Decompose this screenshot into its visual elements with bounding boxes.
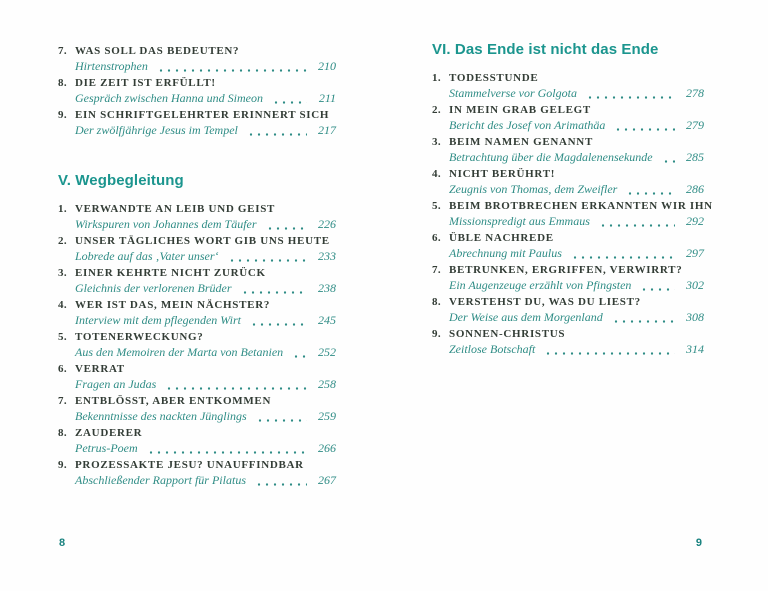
entry-title: VERRAT — [75, 363, 125, 375]
toc-entry — [58, 108, 336, 138]
entry-subtitle: Petrus-Poem — [75, 441, 138, 455]
entry-subtitle: Gleichnis der verlorenen Brüder — [75, 281, 232, 295]
entry-title-row — [432, 231, 704, 246]
entry-number: 8. — [58, 77, 68, 89]
entry-title-row — [58, 298, 336, 313]
entry-page-number: 217 — [318, 123, 336, 137]
toc-entry — [58, 298, 336, 328]
entry-title: TODESSTUNDE — [449, 72, 539, 84]
entry-subtitle: Bericht des Josef von Arimathäa — [449, 118, 606, 132]
entry-number: 3. — [432, 136, 442, 148]
entry-number: 7. — [58, 45, 68, 57]
dot-leader — [640, 282, 675, 291]
entry-number: 2. — [432, 104, 442, 116]
dot-leader — [614, 122, 675, 131]
toc-list-section-iv-continued — [58, 44, 336, 138]
entry-number: 3. — [58, 267, 68, 279]
entry-title-row — [58, 76, 336, 91]
entry-subtitle-row — [75, 217, 336, 232]
entry-title: BEIM BROTBRECHEN ERKANNTEN WIR IHN — [449, 200, 713, 212]
section-heading-vi: VI. Das Ende ist nicht das Ende — [432, 41, 659, 58]
toc-entry — [432, 135, 704, 165]
entry-page-number: 308 — [686, 310, 704, 324]
entry-page-number: 314 — [686, 342, 704, 356]
entry-number: 7. — [432, 264, 442, 276]
dot-leader — [544, 346, 675, 355]
entry-subtitle-row — [449, 278, 704, 293]
right-page — [432, 41, 713, 359]
entry-page-number: 210 — [318, 59, 336, 73]
dot-leader — [612, 314, 675, 323]
dot-leader — [228, 253, 307, 262]
entry-number: 9. — [432, 328, 442, 340]
entry-number: 4. — [432, 168, 442, 180]
dot-leader — [626, 186, 675, 195]
entry-page-number: 266 — [318, 441, 336, 455]
entry-subtitle: Wirkspuren von Johannes dem Täufer — [75, 217, 257, 231]
dot-leader — [662, 154, 675, 163]
entry-number: 4. — [58, 299, 68, 311]
entry-title-row — [58, 394, 336, 409]
entry-subtitle: Betrachtung über die Magdalenensekunde — [449, 150, 653, 164]
entry-title-row — [58, 44, 336, 59]
entry-subtitle-row — [449, 118, 704, 133]
entry-number: 8. — [58, 427, 68, 439]
entry-subtitle-row — [75, 91, 336, 106]
entry-title-row — [58, 362, 336, 377]
entry-subtitle-row — [449, 150, 704, 165]
entry-subtitle: Ein Augenzeuge erzählt von Pfingsten — [449, 278, 632, 292]
entry-subtitle: Zeitlose Botschaft — [449, 342, 536, 356]
entry-number: 8. — [432, 296, 442, 308]
entry-subtitle: Interview mit dem pflegenden Wirt — [75, 313, 241, 327]
entry-title: ENTBLÖSST, ABER ENTKOMMEN — [75, 395, 272, 407]
entry-title: EIN SCHRIFTGELEHRTER ERINNERT SICH — [75, 109, 330, 121]
entry-title: NICHT BERÜHRT! — [449, 168, 556, 180]
dot-leader — [292, 349, 307, 358]
page-number-left: 8 — [59, 537, 66, 549]
entry-subtitle-row — [449, 246, 704, 261]
entry-subtitle-row — [75, 377, 336, 392]
toc-entry — [58, 458, 336, 488]
toc-entry — [58, 266, 336, 296]
entry-title: WAS SOLL DAS BEDEUTEN? — [75, 45, 240, 57]
entry-number: 1. — [432, 72, 442, 84]
entry-title-row — [432, 71, 704, 86]
toc-entry — [432, 295, 704, 325]
entry-subtitle: Der Weise aus dem Morgenland — [449, 310, 603, 324]
entry-page-number: 211 — [318, 91, 336, 105]
entry-title-row — [58, 458, 336, 473]
entry-page-number: 245 — [318, 313, 336, 327]
entry-title-row — [432, 135, 704, 150]
entry-subtitle-row — [449, 310, 704, 325]
entry-title: UNSER TÄGLICHES WORT GIB UNS HEUTE — [75, 235, 330, 247]
entry-subtitle: Missionspredigt aus Emmaus — [449, 214, 590, 228]
toc-entry — [58, 362, 336, 392]
dot-leader — [599, 218, 675, 227]
entry-number: 9. — [58, 459, 68, 471]
entry-title: BEIM NAMEN GENANNT — [449, 136, 593, 148]
entry-title: PROZESSAKTE JESU? UNAUFFINDBAR — [75, 459, 304, 471]
entry-title: IN MEIN GRAB GELEGT — [449, 104, 591, 116]
entry-subtitle-row — [75, 473, 336, 488]
entry-number: 5. — [432, 200, 442, 212]
entry-subtitle: Gespräch zwischen Hanna und Simeon — [75, 91, 263, 105]
entry-title-row — [58, 108, 336, 123]
entry-page-number: 252 — [318, 345, 336, 359]
entry-subtitle-row — [75, 409, 336, 424]
entry-page-number: 259 — [318, 409, 336, 423]
left-page — [58, 44, 336, 490]
entry-number: 9. — [58, 109, 68, 121]
entry-page-number: 258 — [318, 377, 336, 391]
entry-title-row — [432, 327, 704, 342]
dot-leader — [266, 221, 307, 230]
entry-subtitle-row — [449, 214, 704, 229]
page-number-right: 9 — [695, 537, 702, 549]
entry-title: DIE ZEIT IST ERFÜLLT! — [75, 77, 216, 89]
entry-subtitle: Abschließender Rapport für Pilatus — [75, 473, 246, 487]
toc-entry — [58, 44, 336, 74]
entry-page-number: 279 — [686, 118, 704, 132]
entry-subtitle: Aus den Memoiren der Marta von Betanien — [75, 345, 284, 359]
toc-entry — [58, 202, 336, 232]
entry-subtitle-row — [449, 86, 704, 101]
dot-leader — [147, 445, 307, 454]
entry-title-row — [432, 199, 713, 214]
entry-subtitle-row — [75, 59, 336, 74]
entry-title: VERSTEHST DU, WAS DU LIEST? — [449, 296, 641, 308]
entry-title: SONNEN-CHRISTUS — [449, 328, 566, 340]
entry-subtitle: Abrechnung mit Paulus — [449, 246, 562, 260]
toc-entry — [432, 327, 704, 357]
entry-page-number: 286 — [686, 182, 704, 196]
toc-entry — [58, 394, 336, 424]
toc-entry — [58, 76, 336, 106]
entry-title: BETRUNKEN, ERGRIFFEN, VERWIRRT? — [449, 264, 683, 276]
entry-title-row — [432, 263, 704, 278]
toc-entry — [432, 71, 704, 101]
toc-list-section-vi — [432, 71, 713, 357]
toc-list-section-v — [58, 202, 336, 488]
entry-title-row — [432, 295, 704, 310]
dot-leader — [586, 90, 675, 99]
toc-entry — [432, 199, 713, 229]
entry-page-number: 267 — [318, 473, 336, 487]
toc-entry — [432, 103, 704, 133]
toc-entry — [58, 426, 336, 456]
entry-subtitle-row — [75, 313, 336, 328]
entry-subtitle: Stammelverse vor Golgota — [449, 86, 577, 100]
entry-page-number: 285 — [686, 150, 704, 164]
dot-leader — [272, 95, 307, 104]
dot-leader — [247, 127, 307, 136]
entry-subtitle: Zeugnis von Thomas, dem Zweifler — [449, 182, 618, 196]
dot-leader — [571, 250, 675, 259]
entry-title: VERWANDTE AN LEIB UND GEIST — [75, 203, 276, 215]
entry-title-row — [58, 426, 336, 441]
entry-subtitle-row — [449, 342, 704, 357]
entry-subtitle-row — [75, 281, 336, 296]
entry-subtitle-row — [449, 182, 704, 197]
toc-entry — [432, 263, 704, 293]
dot-leader — [165, 381, 307, 390]
section-heading-v: V. Wegbegleitung — [58, 172, 184, 189]
toc-entry — [432, 231, 704, 261]
entry-title-row — [58, 330, 336, 345]
entry-title: WER IST DAS, MEIN NÄCHSTER? — [75, 299, 271, 311]
entry-title: ÜBLE NACHREDE — [449, 232, 554, 244]
entry-page-number: 302 — [686, 278, 704, 292]
entry-subtitle: Lobrede auf das ‚Vater unser‘ — [75, 249, 219, 263]
entry-number: 6. — [58, 363, 68, 375]
entry-number: 6. — [432, 232, 442, 244]
entry-subtitle-row — [75, 441, 336, 456]
entry-number: 2. — [58, 235, 68, 247]
entry-title: EINER KEHRTE NICHT ZURÜCK — [75, 267, 266, 279]
toc-entry — [432, 167, 704, 197]
entry-page-number: 226 — [318, 217, 336, 231]
toc-entry — [58, 330, 336, 360]
entry-page-number: 278 — [686, 86, 704, 100]
dot-leader — [250, 317, 307, 326]
entry-page-number: 292 — [686, 214, 704, 228]
entry-subtitle-row — [75, 249, 336, 264]
entry-subtitle-row — [75, 345, 336, 360]
entry-number: 5. — [58, 331, 68, 343]
dot-leader — [241, 285, 307, 294]
entry-number: 7. — [58, 395, 68, 407]
entry-title: TOTENERWECKUNG? — [75, 331, 204, 343]
entry-title-row — [58, 266, 336, 281]
entry-subtitle: Fragen an Judas — [75, 377, 157, 391]
entry-page-number: 238 — [318, 281, 336, 295]
dot-leader — [157, 63, 307, 72]
entry-title-row — [432, 103, 704, 118]
entry-number: 1. — [58, 203, 68, 215]
entry-page-number: 297 — [686, 246, 704, 260]
dot-leader — [256, 413, 307, 422]
entry-subtitle: Hirtenstrophen — [75, 59, 148, 73]
entry-subtitle: Bekenntnisse des nackten Jünglings — [75, 409, 247, 423]
entry-title: ZAUDERER — [75, 427, 143, 439]
entry-subtitle: Der zwölfjährige Jesus im Tempel — [75, 123, 238, 137]
entry-title-row — [58, 234, 336, 249]
entry-subtitle-row — [75, 123, 336, 138]
entry-title-row — [432, 167, 704, 182]
entry-page-number: 233 — [318, 249, 336, 263]
dot-leader — [255, 477, 307, 486]
toc-entry — [58, 234, 336, 264]
entry-title-row — [58, 202, 336, 217]
